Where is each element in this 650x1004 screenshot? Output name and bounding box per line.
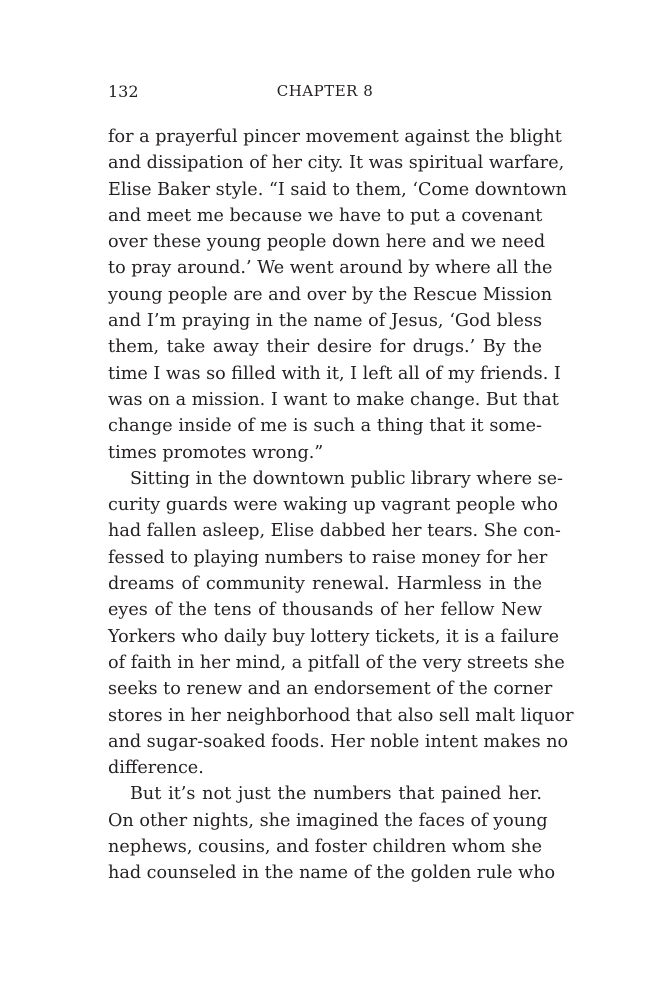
text-line: and meet me because we have to put a covenant (108, 205, 543, 226)
text-line: and sugar-soaked foods. Her noble intent makes no (108, 731, 569, 752)
text-line: Yorkers who daily buy lottery tickets, it is a failure (108, 626, 560, 647)
text-line: eyes of the tens of thousands of her fellow New (108, 600, 542, 621)
text-line: On other nights, she imagined the faces of young (108, 810, 548, 831)
text-line: and dissipation of her city. It was spiritual warfare, (108, 153, 565, 174)
text-line: Sitting in the downtown public library where se- (130, 468, 563, 489)
text-line: was on a mission. I want to make change. But that (108, 389, 559, 410)
text-line: change inside of me is such a thing that it some- (108, 416, 542, 437)
text-line: seeks to renew and an endorsement of the corner (108, 679, 553, 700)
page-number: 132 (108, 82, 139, 101)
text-line: young people are and over by the Rescue Mission (108, 284, 553, 305)
text-line: Elise Baker style. “I said to them, ‘Come downtown (108, 179, 567, 200)
text-line: times promotes wrong.” (108, 442, 324, 463)
text-line: to pray around.’ We went around by where all the (108, 258, 553, 279)
text-line: stores in her neighborhood that also sell malt liquor (108, 705, 574, 726)
text-line: fessed to playing numbers to raise money for her (108, 547, 548, 568)
text-line: and I’m praying in the name of Jesus, ‘God bless (108, 311, 542, 332)
body-text (108, 124, 574, 887)
text-line: But it’s not just the numbers that pained her. (130, 784, 542, 805)
text-line: had fallen asleep, Elise dabbed her tears. She con- (108, 521, 561, 542)
text-line: dreams of community renewal. Harmless in the (108, 574, 542, 595)
text-line: nephews, cousins, and foster children whom she (108, 837, 542, 858)
text-line: time I was so filled with it, I left all of my friends. I (108, 363, 561, 384)
text-line: had counseled in the name of the golden rule who (108, 863, 556, 884)
text-line: of faith in her mind, a pitfall of the very streets she (108, 652, 565, 673)
text-line: curity guards were waking up vagrant people who (108, 495, 559, 516)
text-line: for a prayerful pincer movement against the blight (108, 127, 562, 147)
running-head (108, 82, 542, 106)
text-line: difference. (108, 758, 204, 779)
text-line: over these young people down here and we need (108, 232, 546, 253)
chapter-heading: CHAPTER 8 (276, 82, 374, 100)
text-line: them, take away their desire for drugs.’ By the (108, 337, 542, 358)
